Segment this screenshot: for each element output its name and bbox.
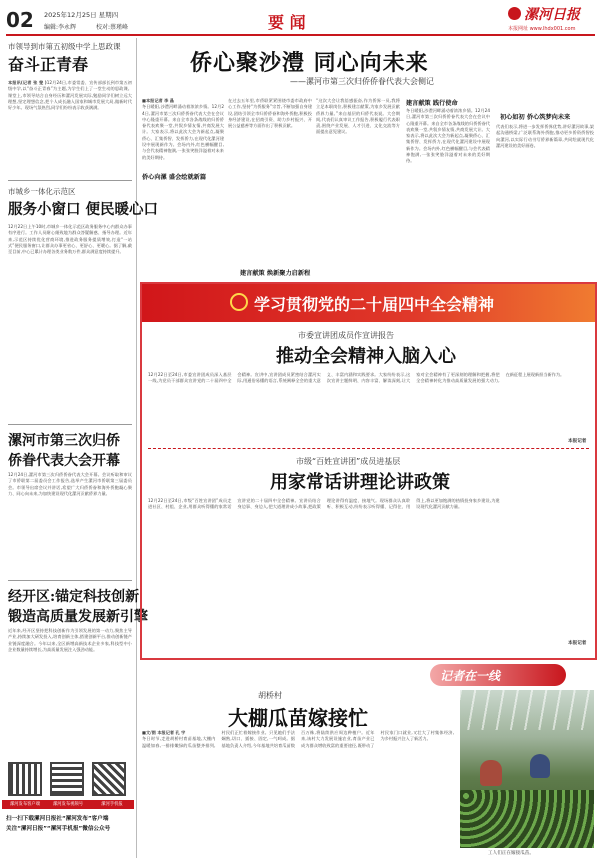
lead-col1 [142, 98, 224, 280]
editor-credit: 编辑:李永辉 [44, 24, 77, 31]
lead-col5: 代表们表示,将进一步发挥侨界优势,讲好漯河故事,架起沟通桥梁,广泛联系海外侨胞,推动更多侨资侨智投向漯河,以实际行动书写侨界新篇章,共同绘就现代化漯河建设的美好画卷。 [496, 124, 594, 148]
feature-a1-body: 12月22日至24日,市委宣讲团成员深入基层一线,为党员干部群众宣讲党的二十届四中全会精神。宣讲中,宣讲团成员紧密结合漯河实际,用通俗易懂的语言,系统阐释全会的重大意义、丰富内涵和实践要求。大家纷纷表示,这次宣讲主题鲜明、内容丰富、解读深刻,让大家对全会精神有了更深刻的理解和把握,将把全会精神转化为推动高质量发展的强大动力,在新征程上展现新担当新作为。 [148, 372, 565, 384]
party-emblem-icon [230, 293, 248, 311]
lead-col4: 冬日暖阳,沙澧河畔涌动着浓浓乡情。12月24日,漯河市第三次归侨侨眷代表大会在会议中心隆重开幕。来自全市各条战线的归侨侨眷代表欢聚一堂,共叙乡情友情,共商发展大计。大家表示,将以此次大会为新起点,凝聚侨心、汇集侨智、发挥侨力,在现代化漯河建设中展现新作为。会场内外,红色横幅醒目,与会代表精神饱满,一张张笑脸洋溢着对未来的美好期待。 [406, 108, 490, 164]
masthead-logo [508, 4, 596, 24]
photo-caption: 工人们正在嫁接瓜苗。 [488, 851, 534, 856]
qr-code-1[interactable] [8, 762, 42, 796]
story3-title-line1: 漯河市第三次归侨 [8, 433, 120, 449]
lead-subhead-4: 初心如初 侨心筑梦向未来 [500, 114, 571, 121]
story4-body: 近年来,经开区坚持把科技创新作为引领发展的第一动力,聚焦主导产业,持续加大研发投入,培育创新主体,搭建创新平台,推动创新链产业链深度融合。今年以来,全区新增高新技术企业多家,科技型中小企业数量持续增长,为高质量发展注入强劲动能。 [8, 628, 132, 652]
paper-name: 漯河日报 [524, 7, 580, 23]
lead-subhead-3: 建言献策 焕新聚力启新程 [240, 270, 311, 277]
column-label-banner [430, 664, 566, 686]
feature-a2-title: 用家常话讲理论讲政策 [270, 472, 450, 493]
feature-a1-reporter: 本报记者 [568, 439, 587, 444]
qr-caption-1: 漯河发布客户端 [2, 800, 48, 809]
feature-a2-kicker: 市级“百姓宣讲团”成员进基层 [296, 457, 401, 466]
page-number: 02 [6, 8, 34, 32]
scan-instruction-2: 关注“漯河日报”“漯河手机报”微信公众号 [6, 826, 111, 832]
story1-byline: 本报讯(记者 张 斐 ) [8, 80, 47, 85]
story2-title: 服务小窗口 便民暖心口 [8, 201, 159, 218]
paper-site: 本报网址 www.lhdx001.com [508, 26, 576, 32]
story2-body: 12月22日上午10时,市城乡一体化示范区政务服务中心内群众办事有序进行。工作人员耐心细致地为群众答疑解惑、指导办理。近年来,示范区持续优化营商环境,推进政务服务提质增效,打造“一站式”便民服务窗口,让群众办事更省心、更舒心、更暖心。据了解,截至目前,中心已累计办理各类业务数万件,群众满意度持续提升。 [8, 224, 132, 255]
divider [8, 180, 132, 181]
photo-worker-icon [530, 754, 550, 778]
divider [148, 448, 589, 449]
story3-body: 12月24日,漯河市第三次归侨侨眷代表大会开幕。会议听取和审议了市侨联第二届委员会工作报告,选举产生漯河市侨联第三届委员会。市领导出席会议并讲话,希望广大归侨侨眷和海外侨胞凝心聚力、同心向未来,为加快建设现代化漯河贡献侨界力量。 [8, 472, 132, 496]
lead-title: 侨心聚沙澧 同心向未来 [190, 50, 429, 76]
left-column-divider [136, 38, 137, 858]
photo-worker-icon [480, 760, 502, 786]
divider [8, 424, 132, 425]
lead-subhead-2: 建言献策 践行使命 [406, 100, 458, 107]
promo-block [0, 760, 136, 863]
story3-title-line2: 侨眷代表大会开幕 [8, 453, 120, 469]
qr-caption-3: 漯河手机报 [90, 800, 134, 809]
feature-a1-title: 推动全会精神入脑入心 [276, 346, 456, 367]
lead-body: 冬日暖阳,沙澧河畔涌动着浓浓乡情。12月24日,漯河市第三次归侨侨眷代表大会在会议中心隆重开幕。来自全市各条战线的归侨侨眷代表欢聚一堂,共叙乡情友情,共商发展大计。大家表示,将以此次大会为新起点,凝聚侨心、汇集侨智、发挥侨力,在现代化漯河建设中展现新作为。会场内外,红色横幅醒目,与会代表精神饱满,一张张笑脸洋溢着对未来的美好期待。 [142, 104, 224, 160]
photo-seedlings-icon [460, 790, 594, 848]
qr-code-3[interactable] [92, 762, 126, 796]
feature-a1-kicker: 市委宣讲团成员作宣讲报告 [298, 331, 394, 340]
lead-col3: “这次大会让我倍感振奋,作为侨界一员,我将立足本职岗位,积极建言献策,为家乡发展贡献侨界力量。”来自基层的归侨代表说。大会期间,代表们认真审议工作报告,积极履行代表职责,围绕产业发展、人才引进、文化交流等方面提出意见建议。 [316, 98, 400, 135]
divider [8, 580, 132, 581]
feature-banner-title: 学习贯彻党的二十届四中全会精神 [254, 295, 495, 314]
feature-a2-body: 12月22日至24日,市级“百姓宣讲团”成员走进社区、村组、企业,用群众听得懂的家常话宣讲党的二十届四中全会精神。宣讲员结合身边事、身边人,把大道理讲成小故事,把政策理论讲得有温度、接地气。现场群众认真聆听、积极互动,纷纷表示听得懂、记得住、用得上,将以更加饱满的热情投身家乡建设,为建设现代化漯河贡献力量。 [148, 498, 500, 510]
header-rule [6, 34, 595, 36]
column-label: 记者在一线 [440, 669, 501, 683]
feature-a2-reporter: 本报记者 [568, 641, 587, 646]
qr-code-2[interactable] [50, 762, 84, 796]
bottom-text: 冬日时节,走进胡桥村育苗基地,大棚内温暖如春,一排排嫩绿的瓜苗整齐排列,村民们正忙着嫁接作业。只见她们手法娴熟,切口、插接、固定,一气呵成。据基地负责人介绍,今年基地共培育瓜苗数百万株,将陆续供应周边种植户。近年来,该村大力发展设施农业,育苗产业已成为群众增收致富的重要途径,既带动了村民家门口就业,又壮大了村集体经济,为乡村振兴注入了新活力。 [142, 730, 454, 748]
lead-subtitle: ——漯河市第三次归侨侨眷代表大会侧记 [290, 77, 434, 86]
bottom-title: 大棚瓜苗嫁接忙 [228, 706, 368, 730]
bottom-byline: ■文/图 本报记者 孔 宇 [142, 730, 186, 735]
lead-col2: 在过去五年里,市侨联紧紧围绕市委市政府中心工作,坚持“为侨服务”宗旨,不断加强自身建设,团结引领全市归侨侨眷和海外侨胞,积极投身经济建设,在招商引资、助力乡村振兴、开展公益慈善等方面作出了积极贡献。 [228, 98, 312, 129]
story1-body [8, 80, 132, 174]
logo-mark-icon [508, 7, 521, 20]
story2-kicker: 市城乡一体化示范区 [8, 187, 76, 196]
feature-banner [142, 284, 595, 322]
checker-credit: 校对:蔡瑾峰 [96, 24, 129, 31]
story4-title-line2: 锻造高质量发展新引擎 [8, 609, 148, 625]
qr-caption-2: 漯河发布视频号 [46, 800, 90, 809]
story4-title-line1: 经开区:锚定科技创新 [8, 589, 140, 605]
story1-title: 奋斗正青春 [8, 55, 89, 74]
scan-instruction-1: 扫一扫下载漯河日报社“漯河发布”客户端 [6, 816, 109, 822]
story1-kicker: 市领导到市第五初级中学上思政课 [8, 42, 121, 51]
story1-text: 12月24日,市委常委、宣传部部长到市第五初级中学,以“奋斗正青春”为主题,为学生们上了一堂生动的思政课。课堂上,市领导结合自身经历和漯河发展实际,勉励同学们树立远大理想,坚定理想信念,把个人成长融入国家和城市发展大局,做新时代好少年。现场气氛热烈,同学们纷纷表示收获满满。 [8, 80, 132, 111]
photo-roof-icon [460, 690, 594, 730]
issue-date: 2025年12月25日 星期四 [44, 11, 119, 19]
bottom-body [142, 730, 454, 858]
greenhouse-photo [460, 690, 594, 848]
bottom-kicker: 胡桥村 [258, 691, 282, 700]
lead-byline: ■本报记者 李 晶 [142, 98, 174, 103]
lead-subhead-1: 侨心向漯 盛会绘就新篇 [142, 174, 207, 181]
section-title: 要 闻 [268, 13, 306, 32]
